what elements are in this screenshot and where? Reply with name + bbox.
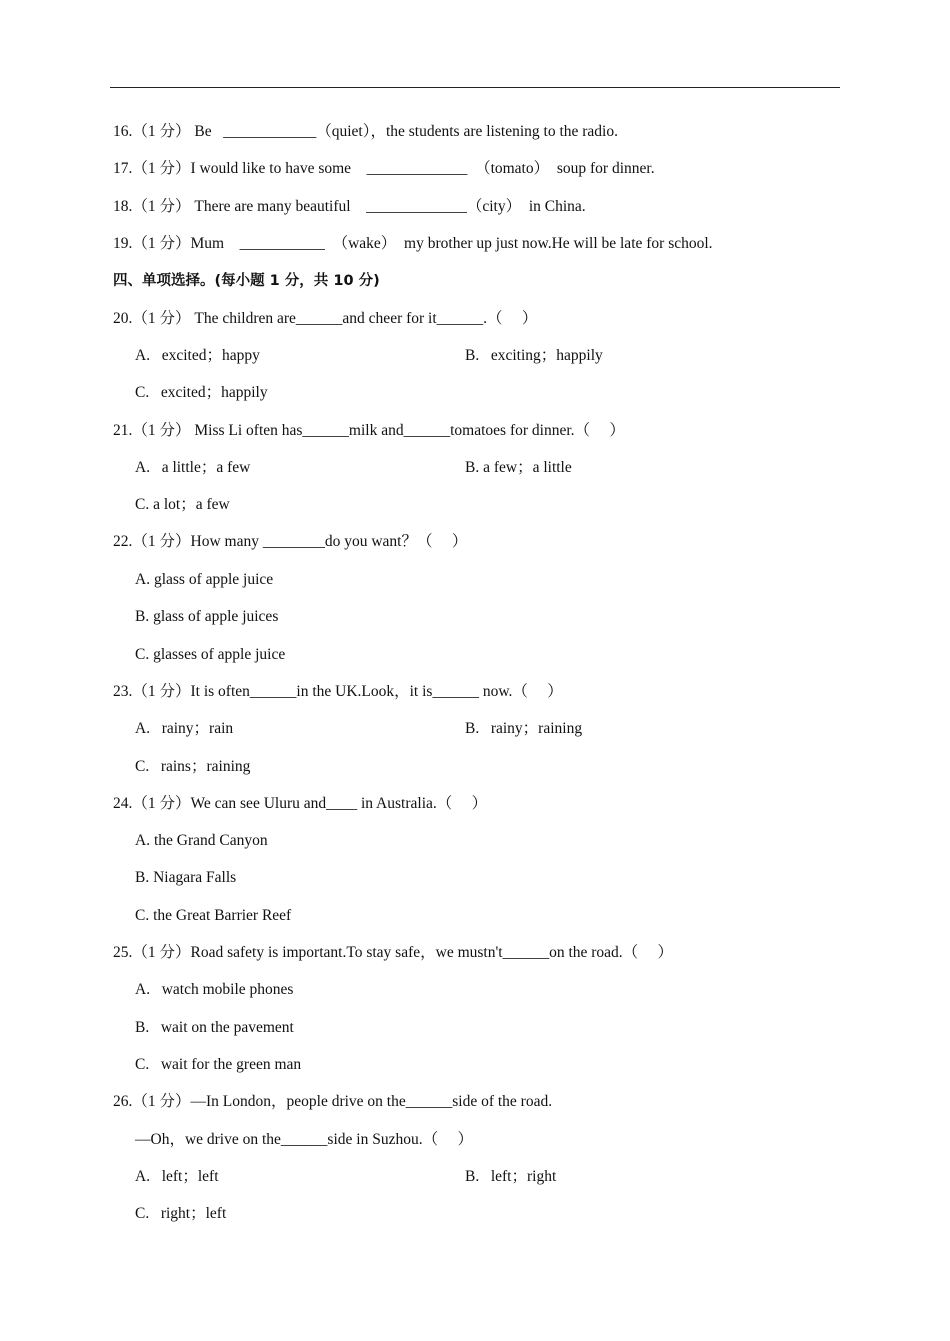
question-20: 20.（1 分） The children are______and cheer for it______.（ ） bbox=[113, 310, 538, 327]
question-16: 16.（1 分） Be ____________（quiet），the students are listening to the radio. bbox=[113, 123, 618, 140]
question-21: 21.（1 分） Miss Li often has______milk and______tomatoes for dinner.（ ） bbox=[113, 422, 625, 439]
section-heading-single-choice: 四、单项选择。(每小题 1 分，共 10 分) bbox=[113, 273, 380, 289]
question-23-option-a: A. rainy；rain bbox=[135, 720, 234, 737]
header-rule bbox=[110, 87, 840, 88]
question-18: 18.（1 分） There are many beautiful _____________（city） in China. bbox=[113, 198, 586, 215]
question-26-option-a: A. left；left bbox=[135, 1168, 219, 1185]
question-21-option-b: B. a few；a little bbox=[465, 459, 572, 476]
question-17: 17.（1 分）I would like to have some _____________ （tomato） soup for dinner. bbox=[113, 160, 655, 177]
question-24-option-c: C. the Great Barrier Reef bbox=[135, 907, 292, 924]
question-24-option-b: B. Niagara Falls bbox=[135, 869, 237, 886]
question-20-option-c: C. excited；happily bbox=[135, 384, 268, 401]
question-25-option-b: B. wait on the pavement bbox=[135, 1019, 294, 1036]
question-19: 19.（1 分）Mum ___________ （wake） my brother up just now.He will be late for school. bbox=[113, 235, 713, 252]
question-20-option-a: A. excited；happy bbox=[135, 347, 260, 364]
question-23: 23.（1 分）It is often______in the UK.Look，it is______ now.（ ） bbox=[113, 683, 563, 700]
question-23-option-b: B. rainy；raining bbox=[465, 720, 583, 737]
question-24: 24.（1 分）We can see Uluru and____ in Australia.（ ） bbox=[113, 795, 488, 812]
question-25-option-c: C. wait for the green man bbox=[135, 1056, 302, 1073]
question-26-option-b: B. left；right bbox=[465, 1168, 557, 1185]
question-21-option-c: C. a lot；a few bbox=[135, 496, 230, 513]
question-26-line-2: —Oh，we drive on the______side in Suzhou.（ ） bbox=[135, 1131, 473, 1148]
question-22: 22.（1 分）How many ________do you want？（ ） bbox=[113, 533, 468, 550]
question-26: 26.（1 分）—In London，people drive on the______side of the road. bbox=[113, 1093, 553, 1110]
question-26-option-c: C. right；left bbox=[135, 1205, 227, 1222]
question-23-option-c: C. rains；raining bbox=[135, 758, 251, 775]
question-24-option-a: A. the Grand Canyon bbox=[135, 832, 268, 849]
question-25-option-a: A. watch mobile phones bbox=[135, 981, 294, 998]
question-22-option-a: A. glass of apple juice bbox=[135, 571, 274, 588]
question-20-option-b: B. exciting；happily bbox=[465, 347, 603, 364]
question-25: 25.（1 分）Road safety is important.To stay safe，we mustn't______on the road.（ ） bbox=[113, 944, 674, 961]
question-22-option-c: C. glasses of apple juice bbox=[135, 646, 286, 663]
question-22-option-b: B. glass of apple juices bbox=[135, 608, 279, 625]
question-21-option-a: A. a little；a few bbox=[135, 459, 251, 476]
